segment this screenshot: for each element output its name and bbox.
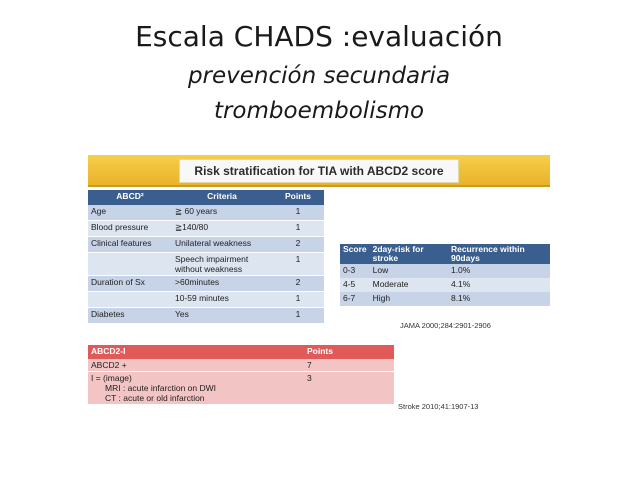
risk-recurrence: 4.1% <box>448 278 550 292</box>
abcd2-item <box>88 292 172 308</box>
table-row <box>88 237 324 253</box>
table-row <box>88 205 324 221</box>
abcd2-points: 1 <box>272 308 324 324</box>
risk-score: 6-7 <box>340 292 370 306</box>
abcd2-criteria: Yes <box>172 308 272 324</box>
abcd2-table <box>88 190 324 324</box>
table-row <box>88 308 324 324</box>
abcd2-criteria: >60minutes <box>172 276 272 292</box>
abcd2i-row2-cell <box>88 372 304 405</box>
banner <box>88 155 550 187</box>
slide-title: Escala CHADS :evaluación <box>135 20 503 53</box>
abcd2-criteria: ≧140/80 <box>172 221 272 237</box>
risk-header-score: Score <box>340 244 370 264</box>
risk-table <box>340 244 550 306</box>
abcd2-item: Clinical features <box>88 237 172 253</box>
abcd2-item: Duration of Sx <box>88 276 172 292</box>
risk-level: Low <box>370 264 448 278</box>
abcd2-item <box>88 253 172 276</box>
abcd2i-row1-label: ABCD2 + <box>88 359 304 372</box>
risk-level: High <box>370 292 448 306</box>
abcd2-criteria: Speech impairment without weakness <box>172 253 272 276</box>
risk-header-row <box>340 244 550 264</box>
table-row <box>88 359 394 372</box>
abcd2-item: Age <box>88 205 172 221</box>
abcd2-points: 2 <box>272 276 324 292</box>
table-row <box>88 221 324 237</box>
abcd2i-ct-line: CT : acute or old infarction <box>105 393 205 403</box>
abcd2i-mri-line: MRI : acute infarction on DWI <box>105 383 217 393</box>
abcd2-item: Diabetes <box>88 308 172 324</box>
table-row <box>340 264 550 278</box>
table-row <box>88 253 324 276</box>
abcd2i-table <box>88 345 394 405</box>
abcd2i-header-label: ABCD2-I <box>88 345 304 359</box>
slide-subtitle-line-1: prevención secundaria <box>187 63 451 89</box>
table-row <box>340 292 550 306</box>
abcd2-points: 1 <box>272 253 324 276</box>
table-row <box>88 372 394 405</box>
citation-stroke: Stroke 2010;41:1907-13 <box>398 402 479 411</box>
abcd2i-row2-points: 3 <box>304 372 394 405</box>
abcd2-header-points: Points <box>272 190 324 205</box>
risk-recurrence: 1.0% <box>448 264 550 278</box>
abcd2i-header-row <box>88 345 394 359</box>
abcd2-points: 1 <box>272 292 324 308</box>
abcd2-points: 2 <box>272 237 324 253</box>
banner-text: Risk stratification for TIA with ABCD2 score <box>179 159 458 183</box>
abcd2-header-score: ABCD² <box>88 190 172 205</box>
risk-recurrence: 8.1% <box>448 292 550 306</box>
table-row <box>340 278 550 292</box>
abcd2i-row1-points: 7 <box>304 359 394 372</box>
abcd2-criteria: ≧ 60 years <box>172 205 272 221</box>
abcd2-item: Blood pressure <box>88 221 172 237</box>
citation-jama: JAMA 2000;284:2901-2906 <box>400 321 491 330</box>
abcd2-points: 1 <box>272 221 324 237</box>
abcd2-criteria: Unilateral weakness <box>172 237 272 253</box>
slide-subtitle-line-2: tromboembolismo <box>213 98 425 124</box>
risk-score: 0-3 <box>340 264 370 278</box>
abcd2-header-criteria: Criteria <box>172 190 272 205</box>
table-row <box>88 276 324 292</box>
abcd2-header-row <box>88 190 324 205</box>
abcd2i-row2-label: I = (image) <box>91 373 132 383</box>
abcd2-points: 1 <box>272 205 324 221</box>
abcd2i-header-points: Points <box>304 345 394 359</box>
abcd2-criteria: 10-59 minutes <box>172 292 272 308</box>
table-row <box>88 292 324 308</box>
risk-level: Moderate <box>370 278 448 292</box>
risk-header-90day: Recurrence within 90days <box>448 244 550 264</box>
risk-header-2day: 2day-risk for stroke <box>370 244 448 264</box>
risk-score: 4-5 <box>340 278 370 292</box>
